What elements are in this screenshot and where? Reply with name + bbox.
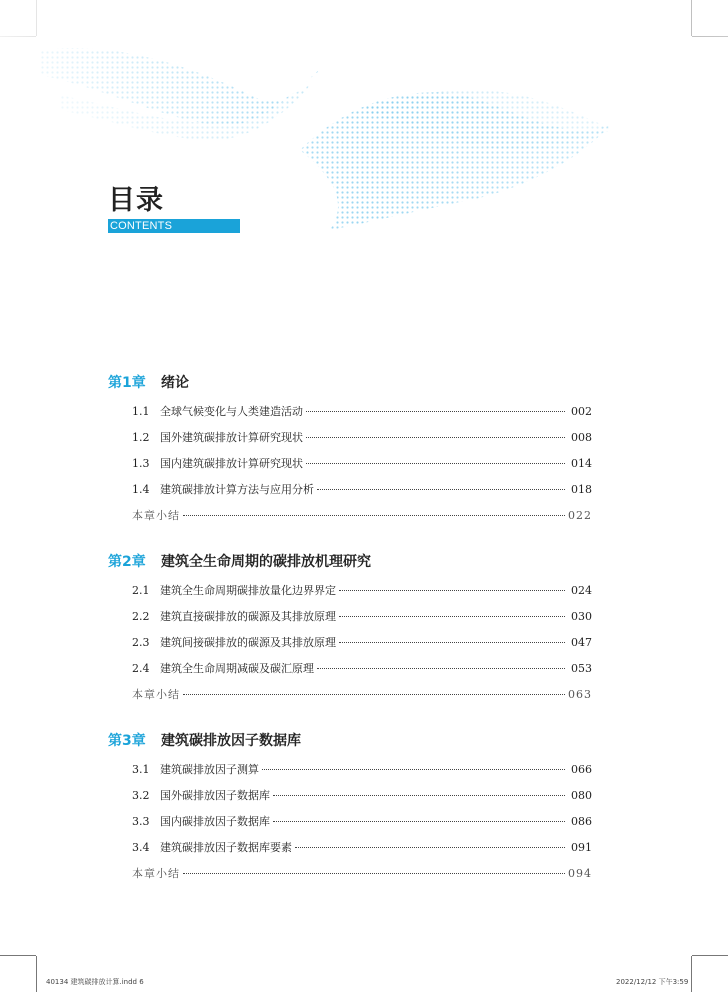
entry-title: 建筑全生命周期减碳及碳汇原理	[160, 662, 314, 675]
toc-entry[interactable]	[108, 839, 592, 865]
chapter-3	[108, 730, 592, 891]
entry-page-number: 091	[571, 841, 592, 854]
entry-number: 2.2	[132, 610, 150, 623]
dot-leader	[183, 515, 565, 516]
entry-page-number: 008	[571, 431, 592, 444]
dot-leader	[183, 694, 565, 695]
chapter-2	[108, 551, 592, 712]
entry-title: 国内碳排放因子数据库	[160, 815, 270, 828]
entry-number: 3.4	[132, 841, 150, 854]
chapter-heading[interactable]	[108, 551, 592, 577]
entry-page-number: 022	[568, 509, 592, 522]
entry-number: 1.2	[132, 431, 150, 444]
toc-entry[interactable]	[108, 660, 592, 686]
chapter-number: 第2章	[108, 554, 146, 570]
crop-mark	[692, 955, 728, 956]
entry-title: 建筑碳排放因子数据库要素	[160, 841, 292, 854]
toc-entry[interactable]	[108, 455, 592, 481]
dot-leader	[306, 411, 565, 412]
toc-heading	[108, 185, 240, 233]
dot-leader	[317, 489, 565, 490]
entry-page-number: 024	[571, 584, 592, 597]
entry-number: 3.3	[132, 815, 150, 828]
entry-title: 本章小结	[132, 867, 180, 880]
entry-page-number: 030	[571, 610, 592, 623]
entry-number: 3.2	[132, 789, 150, 802]
toc-entry[interactable]	[108, 813, 592, 839]
toc-entry[interactable]	[108, 608, 592, 634]
entry-title: 建筑全生命周期碳排放量化边界界定	[160, 584, 336, 597]
crop-mark	[691, 956, 692, 992]
entry-title: 本章小结	[132, 509, 180, 522]
chapter-title: 绪论	[161, 375, 189, 391]
entry-title: 建筑碳排放因子测算	[160, 763, 259, 776]
toc-entry[interactable]	[108, 481, 592, 507]
toc-entry[interactable]	[108, 403, 592, 429]
entry-title: 建筑直接碳排放的碳源及其排放原理	[160, 610, 336, 623]
entry-page-number: 053	[571, 662, 592, 675]
entry-page-number: 063	[568, 688, 592, 701]
entry-page-number: 080	[571, 789, 592, 802]
toc-entry[interactable]	[108, 582, 592, 608]
entry-page-number: 066	[571, 763, 592, 776]
entry-title: 国外建筑碳排放计算研究现状	[160, 431, 303, 444]
entry-number: 3.1	[132, 763, 150, 776]
footer-right: 2022/12/12 下午3:59	[616, 978, 689, 986]
entry-title: 建筑间接碳排放的碳源及其排放原理	[160, 636, 336, 649]
entry-number: 1.4	[132, 483, 150, 496]
entry-title: 全球气候变化与人类建造活动	[160, 405, 303, 418]
toc-entry[interactable]	[108, 634, 592, 660]
entry-page-number: 018	[571, 483, 592, 496]
chapter-number: 第3章	[108, 733, 146, 749]
crop-mark	[36, 956, 37, 992]
dot-leader	[262, 769, 565, 770]
dot-leader	[317, 668, 565, 669]
dot-leader	[339, 642, 565, 643]
dot-leader	[306, 437, 565, 438]
table-of-contents	[108, 372, 592, 909]
chapter-summary-entry[interactable]	[108, 507, 592, 533]
chapter-1	[108, 372, 592, 533]
page-title: 目录	[108, 185, 164, 216]
dot-leader	[339, 616, 565, 617]
entry-number: 2.4	[132, 662, 150, 675]
entry-number: 2.1	[132, 584, 150, 597]
dot-leader	[339, 590, 565, 591]
entry-page-number: 002	[571, 405, 592, 418]
toc-entry[interactable]	[108, 761, 592, 787]
dot-leader	[273, 821, 565, 822]
footer-left: 40134 建筑碳排放计算.indd 6	[46, 978, 144, 986]
dot-leader	[295, 847, 565, 848]
entry-title: 本章小结	[132, 688, 180, 701]
entry-page-number: 047	[571, 636, 592, 649]
dot-leader	[273, 795, 565, 796]
chapter-summary-entry[interactable]	[108, 686, 592, 712]
entry-page-number: 014	[571, 457, 592, 470]
entry-title: 国外碳排放因子数据库	[160, 789, 270, 802]
entry-title: 建筑碳排放计算方法与应用分析	[160, 483, 314, 496]
entry-number: 1.1	[132, 405, 150, 418]
chapter-title: 建筑碳排放因子数据库	[161, 733, 301, 749]
dot-leader	[306, 463, 565, 464]
chapter-heading[interactable]	[108, 730, 592, 756]
toc-entry[interactable]	[108, 429, 592, 455]
chapter-number: 第1章	[108, 375, 146, 391]
toc-entry[interactable]	[108, 787, 592, 813]
entry-number: 2.3	[132, 636, 150, 649]
entry-page-number: 086	[571, 815, 592, 828]
entry-number: 1.3	[132, 457, 150, 470]
entry-page-number: 094	[568, 867, 592, 880]
chapter-heading[interactable]	[108, 372, 592, 398]
entry-title: 国内建筑碳排放计算研究现状	[160, 457, 303, 470]
dot-leader	[183, 873, 565, 874]
chapter-title: 建筑全生命周期的碳排放机理研究	[161, 554, 371, 570]
contents-label: CONTENTS	[108, 219, 240, 233]
chapter-summary-entry[interactable]	[108, 865, 592, 891]
crop-mark	[0, 955, 36, 956]
